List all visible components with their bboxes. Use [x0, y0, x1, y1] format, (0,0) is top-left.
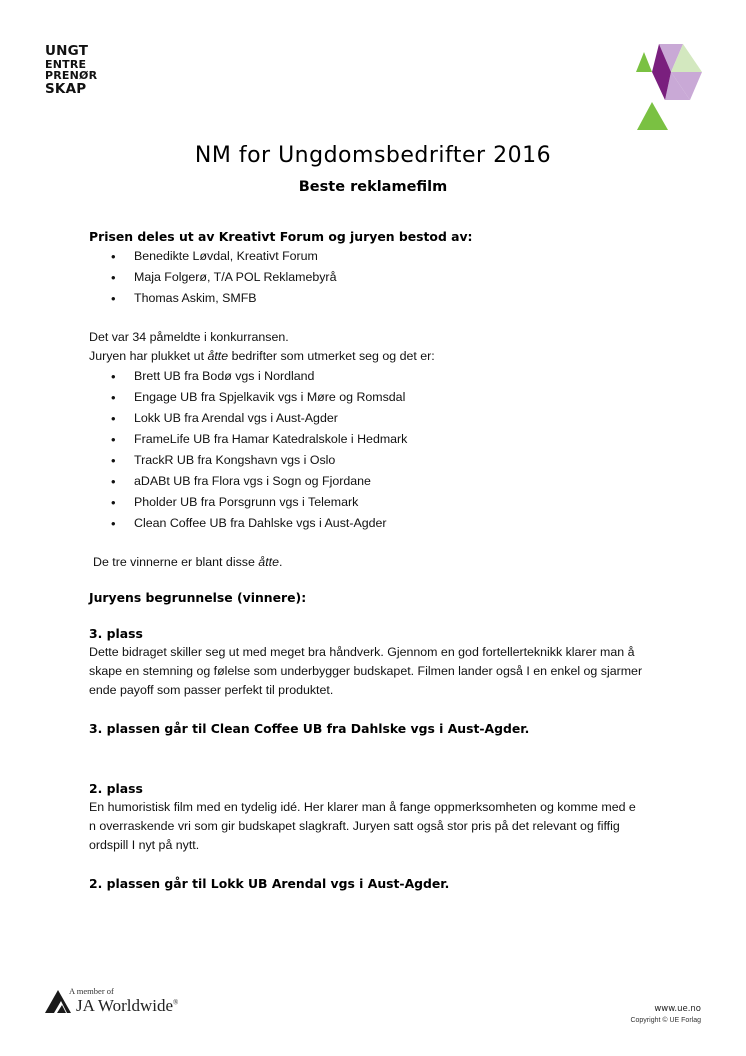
third-place-line: Dette bidraget skiller seg ut med meget bra håndverk. Gjennom en god fortellerteknikk klarer man å — [89, 645, 635, 659]
list-item: • aDABt UB fra Flora vgs i Sogn og Fjordane — [89, 471, 689, 492]
logo-line: PRENØR — [45, 69, 98, 82]
company-list — [89, 366, 689, 534]
ja-name: JA Worldwide — [76, 996, 174, 1015]
logo-green-left — [636, 52, 652, 72]
list-item: • Pholder UB fra Porsgrunn vgs i Telemark — [89, 492, 689, 513]
page-title: NM for Ungdomsbedrifter 2016 — [194, 143, 552, 168]
winners-prefix: De tre vinnerne er blant disse — [93, 555, 259, 569]
page-subtitle: Beste reklamefilm — [298, 179, 448, 195]
third-place-label: 3. plass — [89, 626, 143, 641]
ue-logo-shape-icon — [615, 42, 705, 134]
logo-line: ENTRE — [45, 57, 87, 71]
list-item: • FrameLife UB fra Hamar Katedralskole i Hedmark — [89, 429, 689, 450]
list-item: • TrackR UB fra Kongshavn vgs i Oslo — [89, 450, 689, 471]
registered-mark: ® — [173, 998, 179, 1007]
second-place-label: 2. plass — [89, 781, 143, 796]
third-place-line: skape en stemning og følelse som underbygger budskapet. Filmen lander også I en enkel og sjarmer — [89, 664, 643, 678]
third-place-result: 3. plassen går til Clean Coffee UB fra Dahlske vgs i Aust-Agder. — [89, 721, 530, 736]
ue-logo-text — [45, 44, 97, 96]
list-item: • Brett UB fra Bodø vgs i Nordland — [89, 366, 689, 387]
logo-line: UNGT — [45, 43, 89, 59]
picked-suffix: bedrifter som utmerket seg og det er: — [228, 349, 435, 363]
registered-text: Det var 34 påmeldte i konkurransen. — [89, 330, 289, 344]
picked-prefix: Juryen har plukket ut — [89, 349, 208, 363]
footer-copyright: Copyright © UE Forlag — [630, 1017, 701, 1024]
list-item: • Thomas Askim, SMFB — [89, 288, 689, 309]
winners-em: åtte — [258, 555, 279, 569]
second-place-line: ordspill I nyt på nytt. — [89, 838, 200, 852]
footer-info — [630, 1004, 701, 1024]
second-place-line: n overraskende vri som gir budskapet slagkraft. Juryen satt også stor pris på det relevant og fiffig — [89, 819, 620, 833]
winners-text — [89, 553, 689, 572]
logo-green-bottom — [637, 102, 668, 130]
list-item: • Clean Coffee UB fra Dahlske vgs i Aust-Agder — [89, 513, 689, 534]
jury-list — [89, 246, 689, 309]
picked-text — [89, 347, 689, 366]
rationale-heading: Juryens begrunnelse (vinnere): — [89, 590, 307, 605]
document-body — [89, 227, 689, 893]
second-place-line: En humoristisk film med en tydelig idé. Her klarer man å fange oppmerksomheten og komme med e — [89, 800, 636, 814]
jury-heading: Prisen deles ut av Kreativt Forum og juryen bestod av: — [89, 229, 473, 244]
list-item: • Lokk UB fra Arendal vgs i Aust-Agder — [89, 408, 689, 429]
third-place-line: ende payoff som passer perfekt til produktet. — [89, 683, 334, 697]
list-item: • Engage UB fra Spjelkavik vgs i Møre og Romsdal — [89, 387, 689, 408]
list-item: • Maja Folgerø, T/A POL Reklamebyrå — [89, 267, 689, 288]
picked-em: åtte — [207, 349, 229, 363]
logo-line: SKAP — [45, 80, 87, 97]
ja-worldwide-text — [76, 996, 178, 1016]
list-item: • Benedikte Løvdal, Kreativt Forum — [89, 246, 689, 267]
winners-suffix: . — [278, 555, 283, 569]
second-place-result: 2. plassen går til Lokk UB Arendal vgs i Aust-Agder. — [89, 876, 450, 891]
footer-url: www.ue.no — [654, 1004, 701, 1014]
member-of-text: A member of — [69, 986, 114, 996]
